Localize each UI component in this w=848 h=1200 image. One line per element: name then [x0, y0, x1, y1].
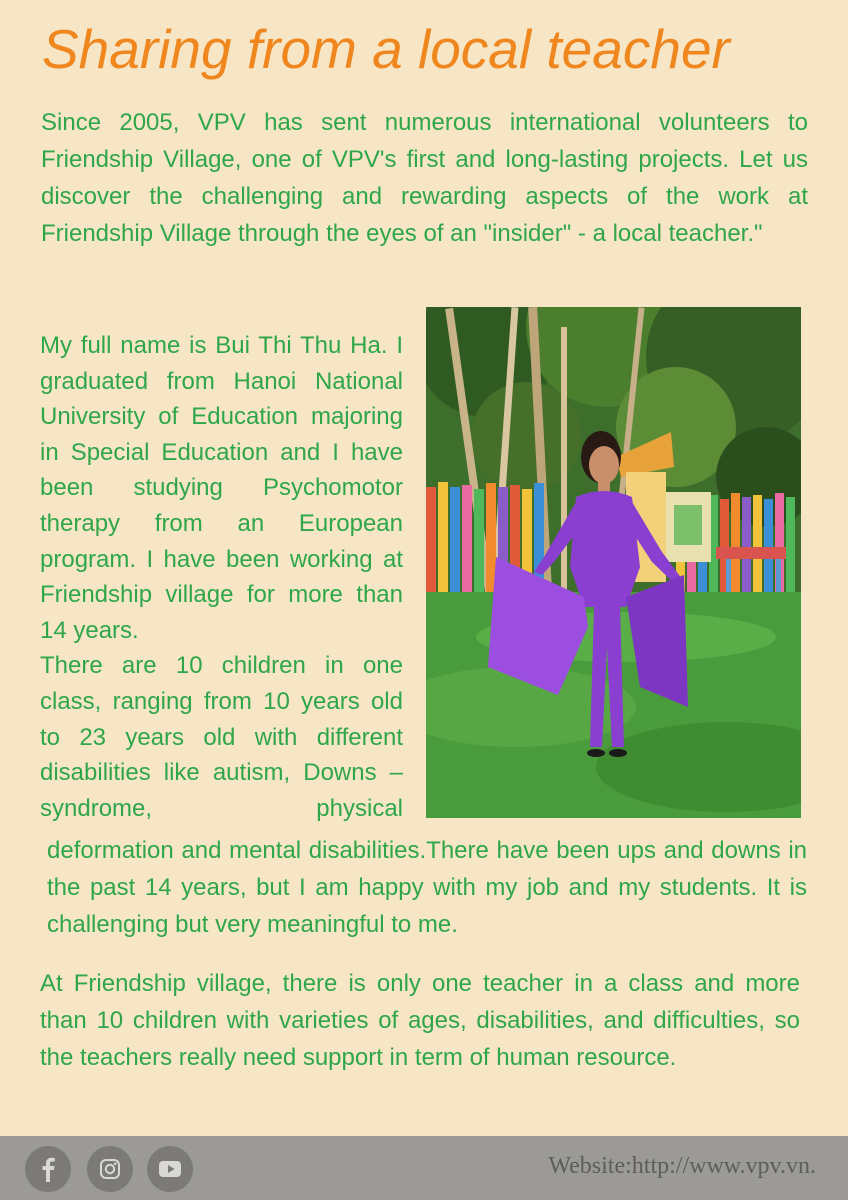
- intro-paragraph: Since 2005, VPV has sent numerous international volunteers to Friendship Village, one of VPV's first and long-lasting projects. Let us discover the challenging and rewarding aspects of the work at Friendship Village through the eyes of an "insider" - a local teacher.": [41, 109, 808, 247]
- profile-paragraph-2: There are 10 children in one class, ranging from 10 years old to 23 years old with different disabilities like autism, Downs – syndrome, physical: [40, 652, 403, 822]
- teacher-photo-illustration: [426, 307, 801, 818]
- profile-text-column: [40, 328, 403, 826]
- youtube-icon[interactable]: [147, 1146, 193, 1192]
- profile-paragraph-1: My full name is Bui Thi Thu Ha. I graduated from Hanoi National University of Education majoring in Special Education and I have been studying Psychomotor therapy from an European program. I have been working at Friendship village for more than 14 years.: [40, 332, 403, 644]
- profile-continuation: deformation and mental disabilities.There have been ups and downs in the past 14 years, but I am happy with my job and my students. It is challenging but very meaningful to me.: [47, 837, 807, 938]
- page-title: Sharing from a local teacher: [42, 18, 730, 80]
- teacher-photo: [426, 307, 801, 818]
- website-link[interactable]: Website:http://www.vpv.vn.: [548, 1153, 816, 1179]
- footer-bar: [0, 1136, 848, 1200]
- facebook-icon[interactable]: [25, 1146, 71, 1192]
- closing-paragraph: At Friendship village, there is only one teacher in a class and more than 10 children with varieties of ages, disabilities, and difficulties, so the teachers really need support in term of human resource.: [40, 970, 800, 1071]
- instagram-icon[interactable]: [87, 1146, 133, 1192]
